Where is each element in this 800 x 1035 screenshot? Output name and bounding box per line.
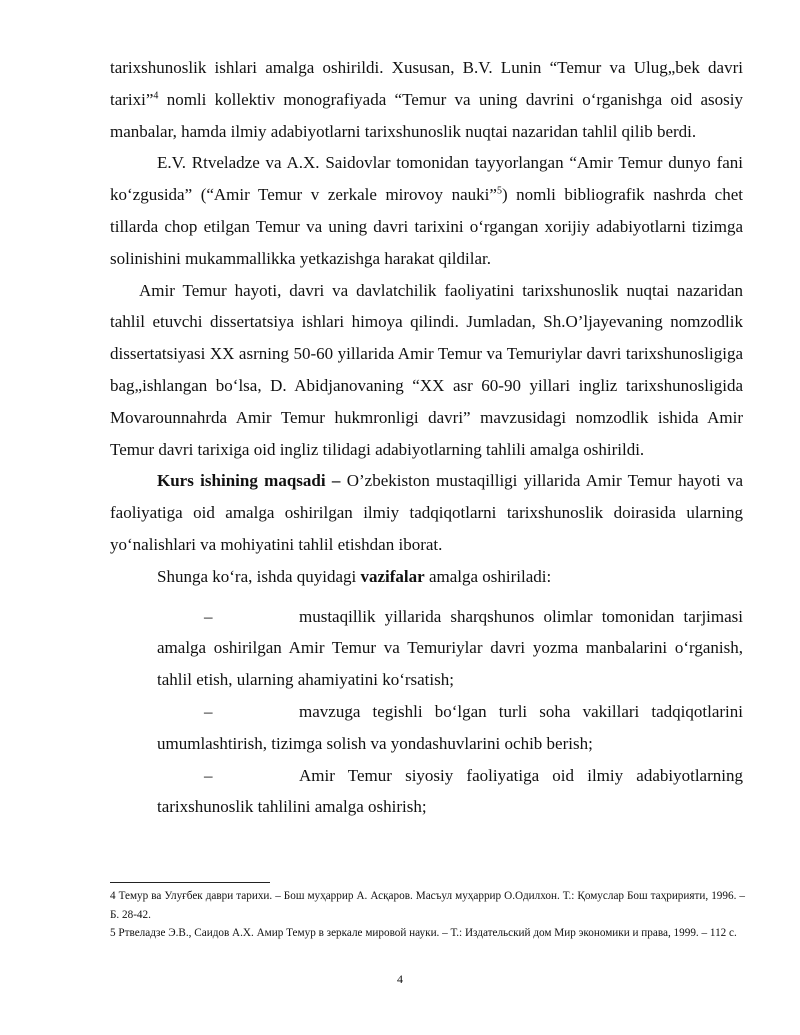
tasks-intro-text: Shunga ko‘ra, ishda quyidagi <box>157 566 361 586</box>
page-number: 4 <box>397 972 403 986</box>
list-item <box>157 760 743 824</box>
footnote-separator <box>110 882 270 883</box>
paragraph-1-text-cont: nomli kollektiv monografiyada “Temur va uning davrini o‘rganishga oid asosiy manbalar, hamda ilmiy adabiyotlarni tarixshunoslik nuqtai nazaridan tahlil qilib berdi. <box>110 89 743 141</box>
paragraph-1-text: tarixshunoslik ishlari amalga oshirildi. Xususan, B.V. Lunin “Temur va Ulug„bek davri tarixi” <box>110 58 743 109</box>
list-item-text: mustaqillik yillarida sharqshunos olimlar tomonidan tarjimasi amalga oshirilgan Amir Temur va Temuriylar davri yozma manbalarini o‘rganish, tahlil etish, ularning ahamiyatini ko‘rsatish; <box>157 606 743 690</box>
aim-text: O’zbekiston mustaqilligi yillarida Amir Temur hayoti va faoliyatiga oid amalga oshirilgan ilmiy tadqiqotlarni tarixshunoslik doirasida ularning yo‘nalishlari va mohiyatini tahlil etishdan iborat. <box>110 471 743 554</box>
dash-bullet: – <box>204 606 213 626</box>
footnote-4: 4 Темур ва Улуғбек даври тарихи. – Бош муҳаррир А. Асқаров. Масъул муҳаррир О.Одилхон. Т.: Қомуслар Бош таҳририяти, 1996. – Б. 28-42. <box>110 890 745 921</box>
list-item <box>157 696 743 760</box>
list-item <box>157 593 743 696</box>
body-text <box>110 52 743 823</box>
dash-bullet: – <box>204 765 213 785</box>
footnotes <box>110 887 745 943</box>
aim-heading: Kurs ishining maqsadi – <box>157 471 341 491</box>
tasks-keyword: vazifalar <box>360 566 425 586</box>
list-item-text: mavzuga tegishli bo‘lgan turli soha vakillari tadqiqotlarini umumlashtirish, tizimga solish va yondashuvlarini ochib berish; <box>157 701 743 753</box>
footnote-5: 5 Ртвеладзе Э.В., Саидов А.Х. Амир Темур в зеркале мировой науки. – Т.: Издательский дом Мир экономики и права, 1999. – 112 с. <box>110 927 737 940</box>
footnote-ref-5[interactable]: 5 <box>496 185 502 197</box>
paragraph-2-text: E.V. Rtveladze va A.X. Saidovlar tomonidan tayyorlangan “Amir Temur dunyo fani ko‘zgusida” (“Amir Temur v zerkale mirovoy nauki” <box>110 153 743 205</box>
paragraph-2 <box>110 147 743 274</box>
paragraph-2-text-cont: ) nomli bibliografik nashrda chet tillarda chop etilgan Temur va uning davri tarixini o‘rgangan xorijiy adabiyotlarni tizimga solinishini mukammallikka yetkazishga harakat qildilar. <box>110 185 743 268</box>
paragraph-1 <box>110 52 743 147</box>
tasks-intro-text-end: amalga oshiriladi: <box>424 566 552 586</box>
paragraph-3: Amir Temur hayoti, davri va davlatchilik faoliyatini tarixshunoslik nuqtai nazaridan tahlil etuvchi dissertatsiya ishlari himoya qilindi. Jumladan, Sh.O’ljayevaning nomzodlik dissertatsiyasi XX asrning 50-60 yillarida Amir Temur va Temuriylar davri tarixshunosligiga bag„ishlangan bo‘lsa, D. Abidjanovaning “XX asr 60-90 yillari ingliz tarixshunosligida Movarounnahrda Amir Temur hukmronligi davri” mavzusidagi nomzodlik ishida Amir Temur davri tarixiga oid ingliz tilidagi adabiyotlarning tahlili amalga oshirildi. <box>110 280 743 459</box>
paragraph-4 <box>110 465 743 560</box>
tasks-list <box>157 593 743 824</box>
footnote-ref-4[interactable]: 4 <box>153 90 159 102</box>
dash-bullet: – <box>204 701 213 721</box>
list-item-text: Amir Temur siyosiy faoliyatiga oid ilmiy adabiyotlarning tarixshunoslik tahlilini amalga oshirish; <box>157 765 743 817</box>
paragraph-5 <box>110 561 743 593</box>
